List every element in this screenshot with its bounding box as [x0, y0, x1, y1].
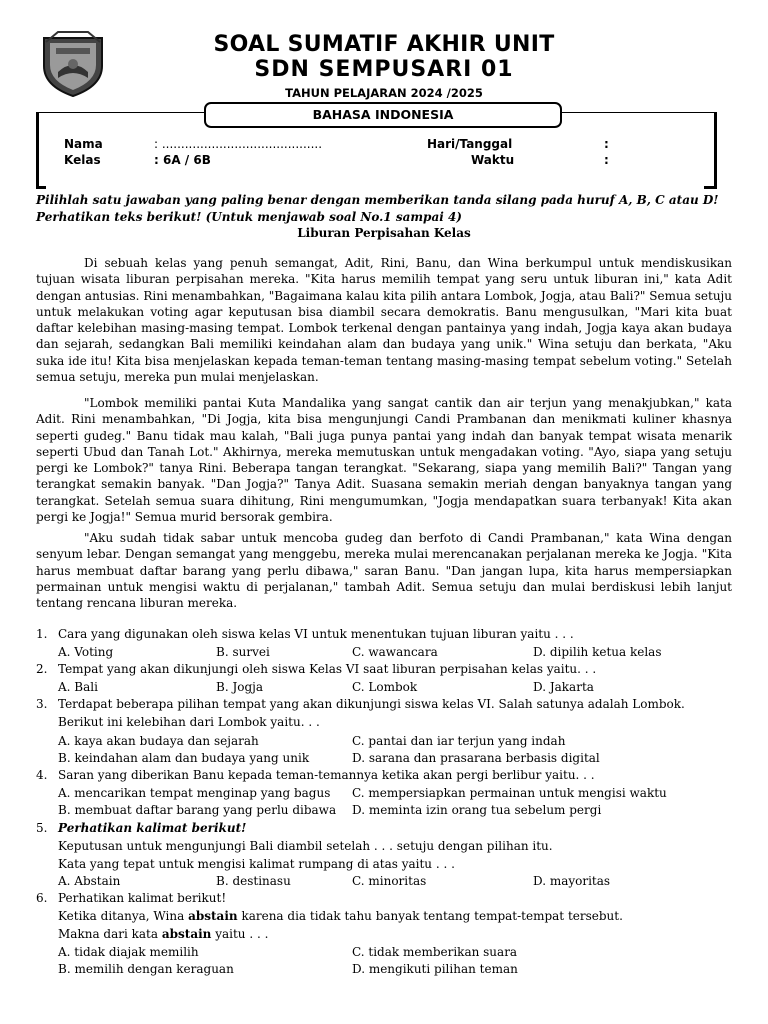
question-number: 3.: [36, 697, 48, 711]
question-text: Tempat yang akan dikunjungi oleh siswa Kelas VI saat liburan perpisahan kelas yaitu. . .: [58, 662, 597, 676]
option-d[interactable]: D. mengikuti pilihan teman: [352, 962, 518, 976]
box-corner-left: [36, 186, 46, 189]
question-text-line-2: Ketika ditanya, Wina abstain karena dia tidak tahu banyak tentang tempat-tempat tersebut.: [58, 909, 623, 923]
option-a[interactable]: A. Bali: [58, 680, 98, 694]
option-c[interactable]: C. Lombok: [352, 680, 418, 694]
subject-label: BAHASA INDONESIA: [204, 102, 562, 128]
option-d[interactable]: D. Jakarta: [533, 680, 594, 694]
option-a[interactable]: A. Abstain: [58, 874, 121, 888]
option-a[interactable]: A. Voting: [58, 645, 114, 659]
instruction-line-2: Perhatikan teks berikut! (Untuk menjawab soal No.1 sampai 4): [36, 210, 462, 224]
box-corner-right: [704, 186, 714, 189]
story-paragraph-1: Di sebuah kelas yang penuh semangat, Adit, Rini, Banu, dan Wina berkumpul untuk mendiskusikan tujuan wisata liburan perpisahan mereka. "Kita harus memilih tempat yang seru untuk liburan ini," kata Adit dengan antusias. Rini menambahkan, "Bagaimana kalau kita pilih antara Lombok, Jogja, atau Bali?" Semua setuju untuk melakukan voting agar keputusan bisa diambil secara demokratis. Banu mengusulkan, "Mari kita buat daftar kelebihan masing-masing tempat. Lombok terkenal dengan pantainya yang indah, Jogja kaya akan budaya dan sejarah, sedangkan Bali memiliki keindahan alam dan budaya yang unik." Wina setuju dan berkata, "Aku suka ide itu! Kita bisa menjelaskan kepada teman-teman tentang masing-masing tempat sebelum voting." Setelah semua setuju, mereka pun mulai menjelaskan.: [36, 256, 732, 385]
option-c[interactable]: C. minoritas: [352, 874, 427, 888]
waktu-field[interactable]: :: [604, 153, 609, 167]
instruction-line-1: Pilihlah satu jawaban yang paling benar dengan memberikan tanda silang pada huruf A, B, C atau D!: [36, 193, 719, 207]
option-b[interactable]: B. survei: [216, 645, 270, 659]
question-text-line-2: Keputusan untuk mengunjungi Bali diambil setelah . . . setuju dengan pilihan itu.: [58, 839, 553, 853]
question-number: 1.: [36, 627, 48, 641]
option-d[interactable]: D. sarana dan prasarana berbasis digital: [352, 751, 600, 765]
question-text: Cara yang digunakan oleh siswa kelas VI untuk menentukan tujuan liburan yaitu . . .: [58, 627, 574, 641]
question-text: Saran yang diberikan Banu kepada teman-temannya ketika akan pergi berlibur yaitu. . .: [58, 768, 595, 782]
question-number: 5.: [36, 821, 48, 835]
option-a[interactable]: A. kaya akan budaya dan sejarah: [58, 734, 259, 748]
question-number: 2.: [36, 662, 48, 676]
question-text: Perhatikan kalimat berikut!: [58, 891, 227, 905]
option-b[interactable]: B. destinasu: [216, 874, 291, 888]
option-c[interactable]: C. mempersiapkan permainan untuk mengisi waktu: [352, 786, 667, 800]
story-paragraph-2: "Lombok memiliki pantai Kuta Mandalika yang sangat cantik dan air terjun yang menakjubkan," kata Adit. Rini menambahkan, "Di Jogja, kita bisa mengunjungi Candi Prambanan dan menikmati kuliner khasnya seperti gudeg." Banu tidak mau kalah, "Bali juga punya pantai yang indah dan banyak tempat wisata menarik seperti Ubud dan Tanah Lot." Akhirnya, mereka memutuskan untuk mengadakan voting. "Ayo, siapa yang setuju pergi ke Lombok?" tanya Rini. Beberapa tangan terangkat. "Sekarang, siapa yang memilih Bali?" Tangan yang terangkat semakin banyak. "Dan Jogja?" Tanya Adit. Suasana semakin meriah dengan banyaknya tangan yang terangkat. Setelah semua suara dihitung, Rini mengumumkan, "Jogja mendapatkan suara terbanyak! Kita akan pergi ke Jogja!" Semua murid bersorak gembira.: [36, 396, 732, 525]
option-c[interactable]: C. tidak memberikan suara: [352, 945, 518, 959]
question-text-line-2: Berikut ini kelebihan dari Lombok yaitu. . .: [58, 715, 320, 729]
option-b[interactable]: B. memilih dengan keraguan: [58, 962, 234, 976]
option-b[interactable]: B. membuat daftar barang yang perlu dibawa: [58, 803, 337, 817]
kelas-value: : 6A / 6B: [154, 153, 211, 167]
nama-field[interactable]: : ..........................................: [154, 137, 323, 151]
hari-tanggal-label: Hari/Tanggal: [427, 137, 513, 151]
school-name: SDN SEMPUSARI 01: [254, 57, 514, 82]
story-title: Liburan Perpisahan Kelas: [297, 226, 471, 240]
question-number: 4.: [36, 768, 48, 782]
option-b[interactable]: B. Jogja: [216, 680, 264, 694]
nama-label: Nama: [64, 137, 103, 151]
option-b[interactable]: B. keindahan alam dan budaya yang unik: [58, 751, 310, 765]
question-text: Terdapat beberapa pilihan tempat yang akan dikunjungi siswa kelas VI. Salah satunya adalah Lombok.: [58, 697, 685, 711]
question-text-line-3: Makna dari kata abstain yaitu . . .: [58, 927, 269, 941]
option-d[interactable]: D. dipilih ketua kelas: [533, 645, 662, 659]
option-a[interactable]: A. mencarikan tempat menginap yang bagus: [58, 786, 331, 800]
kelas-label: Kelas: [64, 153, 101, 167]
option-d[interactable]: D. meminta izin orang tua sebelum pergi: [352, 803, 602, 817]
hari-tanggal-field[interactable]: :: [604, 137, 609, 151]
question-number: 6.: [36, 891, 48, 905]
option-a[interactable]: A. tidak diajak memilih: [58, 945, 199, 959]
option-c[interactable]: C. wawancara: [352, 645, 438, 659]
option-d[interactable]: D. mayoritas: [533, 874, 611, 888]
question-text-line-3: Kata yang tepat untuk mengisi kalimat rumpang di atas yaitu . . .: [58, 857, 455, 871]
option-c[interactable]: C. pantai dan iar terjun yang indah: [352, 734, 566, 748]
waktu-label: Waktu: [471, 153, 515, 167]
exam-title: SOAL SUMATIF AKHIR UNIT: [213, 32, 555, 57]
question-text: Perhatikan kalimat berikut!: [58, 821, 247, 835]
academic-year: TAHUN PELAJARAN 2024 /2025: [285, 86, 483, 100]
story-paragraph-3: "Aku sudah tidak sabar untuk mencoba gudeg dan berfoto di Candi Prambanan," kata Wina dengan senyum lebar. Dengan semangat yang menggebu, mereka mulai merencanakan perjalanan mereka ke Jogja. "Kita harus membuat daftar barang yang perlu dibawa," saran Banu. "Dan jangan lupa, kita harus mempersiapkan permainan untuk mengisi waktu di perjalanan," tambah Adit. Semua setuju dan mulai berdiskusi lebih lanjut tentang rencana liburan mereka.: [36, 531, 732, 611]
